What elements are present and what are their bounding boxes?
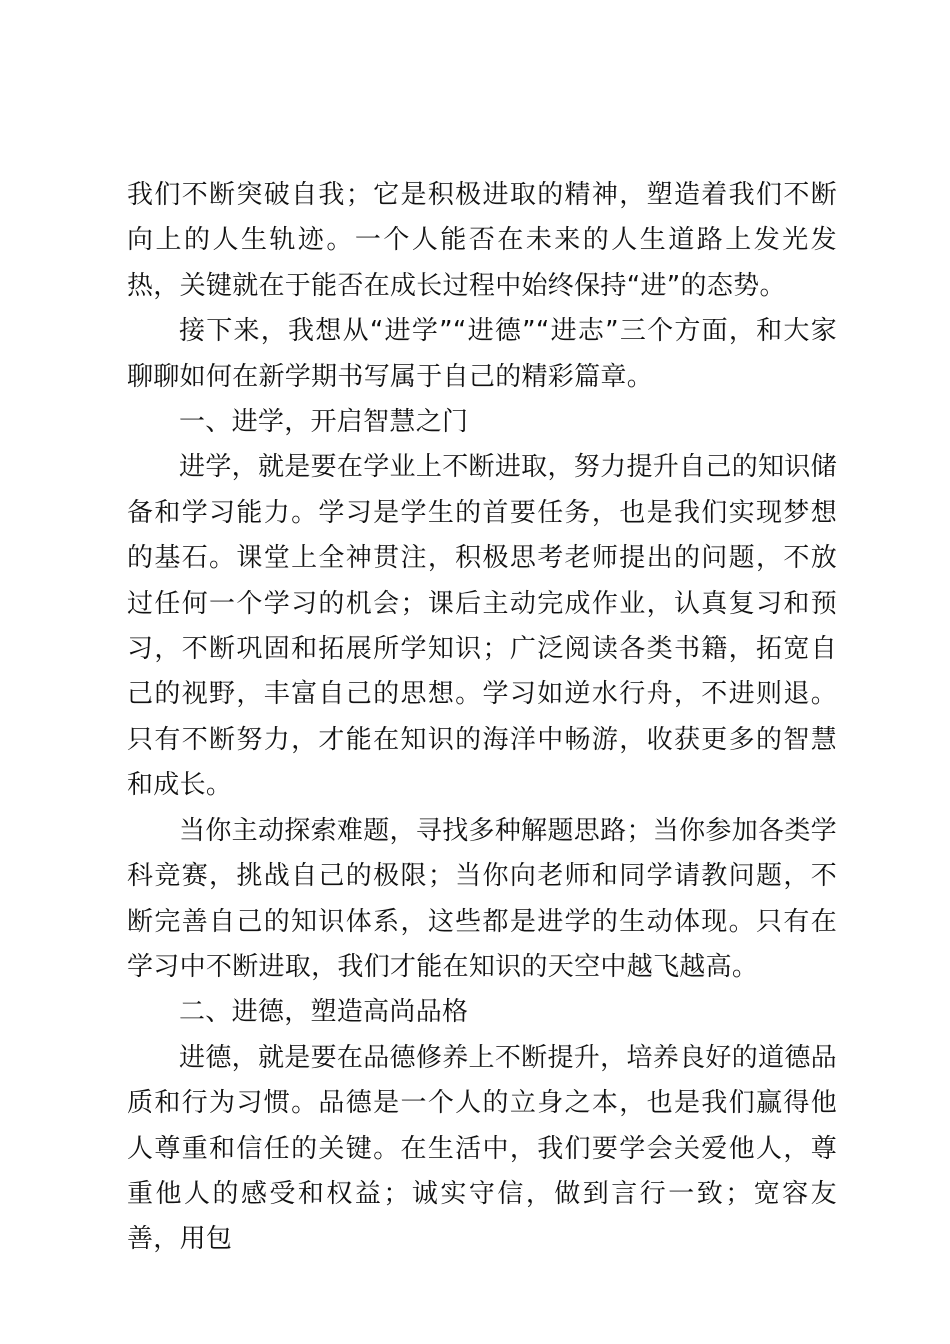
document-body [127,173,837,1263]
paragraph-continuation: 我们不断突破自我；它是积极进取的精神，塑造着我们不断向上的人生轨迹。一个人能否在未来的人生道路上发光发热，关键就在于能否在成长过程中始终保持“进”的态势。 [127,180,837,301]
paragraph-jinxue-2: 当你主动探索难题，寻找多种解题思路；当你参加各类学科竞赛，挑战自己的极限；当你向老师和同学请教问题，不断完善自己的知识体系，这些都是进学的生动体现。只有在学习中不断进取，我们才能在知识的天空中越飞越高。 [127,815,837,982]
paragraph-jinde-1: 进德，就是要在品德修养上不断提升，培养良好的道德品质和行为习惯。品德是一个人的立身之本，也是我们赢得他人尊重和信任的关键。在生活中，我们要学会关爱他人，尊重他人的感受和权益；诚实守信，做到言行一致；宽容友善，用包 [127,1042,837,1255]
paragraph-intro: 接下来，我想从“进学”“进德”“进志”三个方面，和大家聊聊如何在新学期书写属于自己的精彩篇章。 [127,316,837,392]
section-heading-jinxue: 一、进学，开启智慧之门 [179,407,469,438]
paragraph-jinxue-1: 进学，就是要在学业上不断进取，努力提升自己的知识储备和学习能力。学习是学生的首要任务，也是我们实现梦想的基石。课堂上全神贯注，积极思考老师提出的问题，不放过任何一个学习的机会；课后主动完成作业，认真复习和预习，不断巩固和拓展所学知识；广泛阅读各类书籍，拓宽自己的视野，丰富自己的思想。学习如逆水行舟，不进则退。只有不断努力，才能在知识的海洋中畅游，收获更多的智慧和成长。 [127,452,837,801]
section-heading-jinde: 二、进德，塑造高尚品格 [179,997,469,1028]
